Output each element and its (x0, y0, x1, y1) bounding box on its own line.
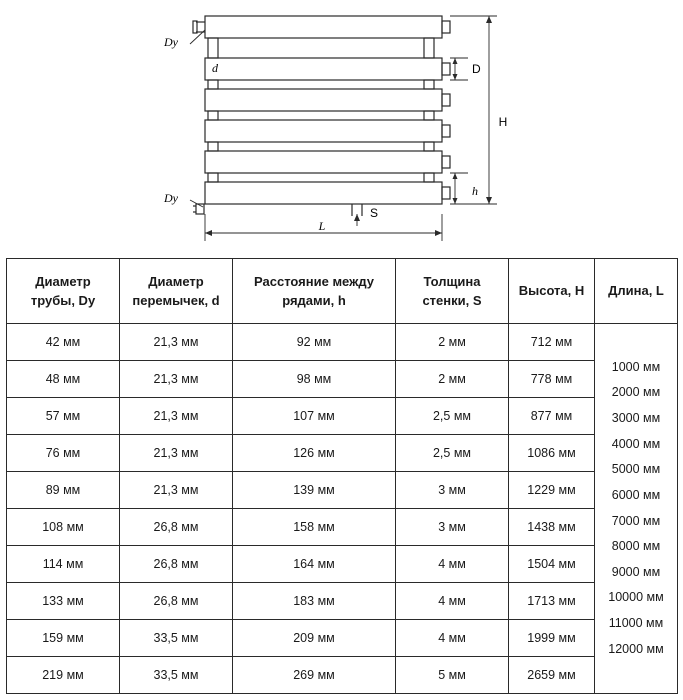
label-dy-top: Dy (164, 35, 178, 49)
label-S: S (370, 206, 379, 220)
pipe-row-2 (205, 58, 442, 80)
cell-height: 1713 мм (509, 583, 595, 620)
cell-h: 209 мм (233, 620, 396, 657)
jumper-right-4 (424, 142, 434, 151)
length-item: 10000 мм (608, 590, 664, 605)
register-drawing (0, 0, 683, 258)
pipe-row-1 (205, 16, 442, 38)
jumper-right-1 (424, 38, 434, 58)
cell-s: 2,5 мм (396, 435, 509, 472)
cell-s: 3 мм (396, 472, 509, 509)
label-L: L (318, 219, 326, 233)
cell-height: 1504 мм (509, 546, 595, 583)
cell-h: 183 мм (233, 583, 396, 620)
table-row (7, 583, 678, 620)
length-item: 12000 мм (608, 641, 664, 656)
jumper-left-2 (208, 80, 218, 89)
cell-s: 2,5 мм (396, 398, 509, 435)
label-dy-bottom: Dy (164, 191, 178, 205)
table-header-row (7, 259, 678, 324)
header-cell-d (120, 259, 233, 324)
cell-h: 126 мм (233, 435, 396, 472)
cell-s: 4 мм (396, 620, 509, 657)
pipe-row-6 (205, 182, 442, 204)
length-item: 9000 мм (611, 564, 661, 579)
header-line: Высота, H (518, 283, 585, 299)
cell-h: 269 мм (233, 657, 396, 694)
cell-dy: 133 мм (7, 583, 120, 620)
pipe-row-5 (205, 151, 442, 173)
length-list (595, 324, 677, 693)
cell-d: 26,8 мм (120, 546, 233, 583)
jumper-right-2 (424, 80, 434, 89)
header-line: стенки, S (422, 293, 482, 308)
jumper-right-5 (424, 173, 434, 182)
cell-d: 26,8 мм (120, 509, 233, 546)
cell-d: 21,3 мм (120, 435, 233, 472)
header-line: Толщина (423, 273, 481, 289)
length-item: 3000 мм (611, 411, 661, 425)
table-row (7, 398, 678, 435)
length-item: 6000 мм (611, 487, 661, 502)
header-line: Диаметр (35, 273, 91, 289)
header-line: Диаметр (148, 273, 204, 289)
cell-s: 2 мм (396, 324, 509, 361)
length-item: 7000 мм (611, 513, 661, 528)
cell-height: 778 мм (509, 361, 595, 398)
cell-dy: 42 мм (7, 324, 120, 361)
cell-height: 1438 мм (509, 509, 595, 546)
length-item: 1000 мм (611, 359, 661, 374)
label-d: d (212, 61, 218, 75)
header-cell-h (233, 259, 396, 324)
cell-height: 712 мм (509, 324, 595, 361)
length-item: 4000 мм (611, 436, 661, 451)
jumper-left-4 (208, 142, 218, 151)
table-row (7, 509, 678, 546)
cell-height: 1999 мм (509, 620, 595, 657)
register-drawing-svg (0, 0, 683, 258)
cell-h: 92 мм (233, 324, 396, 361)
label-D: D (472, 62, 481, 76)
cell-h: 98 мм (233, 361, 396, 398)
table-row (7, 546, 678, 583)
table-body (7, 324, 678, 694)
spec-table-container (0, 258, 683, 694)
cell-d: 21,3 мм (120, 324, 233, 361)
cell-dy: 57 мм (7, 398, 120, 435)
header-line: Длина, L (608, 283, 664, 299)
jumper-right-3 (424, 111, 434, 120)
cell-dy: 76 мм (7, 435, 120, 472)
header-cell-height (509, 259, 595, 324)
cell-dy: 159 мм (7, 620, 120, 657)
cell-s: 4 мм (396, 583, 509, 620)
cell-s: 2 мм (396, 361, 509, 398)
table-row (7, 324, 678, 361)
cell-dy: 48 мм (7, 361, 120, 398)
cell-dy: 89 мм (7, 472, 120, 509)
pipe-row-4 (205, 120, 442, 142)
cell-dy: 108 мм (7, 509, 120, 546)
cell-dy: 219 мм (7, 657, 120, 694)
table-row (7, 657, 678, 694)
table-row (7, 361, 678, 398)
jumper-left-1 (208, 38, 218, 58)
cell-d: 33,5 мм (120, 657, 233, 694)
table-row (7, 435, 678, 472)
cell-s: 5 мм (396, 657, 509, 694)
cell-s: 4 мм (396, 546, 509, 583)
length-item: 8000 мм (611, 539, 661, 554)
pipe-row-3 (205, 89, 442, 111)
cell-h: 139 мм (233, 472, 396, 509)
label-H: H (498, 115, 508, 129)
header-line: перемычек, d (132, 293, 220, 308)
length-item: 11000 мм (608, 616, 664, 630)
table-row (7, 620, 678, 657)
label-h: h (472, 184, 478, 198)
cell-height: 1086 мм (509, 435, 595, 472)
table-row (7, 472, 678, 509)
jumper-left-3 (208, 111, 218, 120)
header-cell-dy (7, 259, 120, 324)
cell-d: 26,8 мм (120, 583, 233, 620)
cell-dy: 114 мм (7, 546, 120, 583)
cell-d: 33,5 мм (120, 620, 233, 657)
header-cell-length (595, 259, 678, 324)
length-item: 5000 мм (611, 462, 661, 477)
jumper-left-5 (208, 173, 218, 182)
header-line: рядами, h (282, 293, 346, 308)
cell-h: 158 мм (233, 509, 396, 546)
cell-height: 877 мм (509, 398, 595, 435)
header-cell-s (396, 259, 509, 324)
cell-height: 2659 мм (509, 657, 595, 694)
cell-length-list (595, 324, 678, 694)
cell-h: 107 мм (233, 398, 396, 435)
cell-d: 21,3 мм (120, 472, 233, 509)
cell-h: 164 мм (233, 546, 396, 583)
cell-d: 21,3 мм (120, 398, 233, 435)
cell-d: 21,3 мм (120, 361, 233, 398)
length-item: 2000 мм (611, 385, 661, 400)
header-line: Расстояние между (254, 273, 374, 289)
cell-height: 1229 мм (509, 472, 595, 509)
header-line: трубы, Dy (30, 293, 96, 308)
spec-table (6, 258, 678, 694)
cell-s: 3 мм (396, 509, 509, 546)
